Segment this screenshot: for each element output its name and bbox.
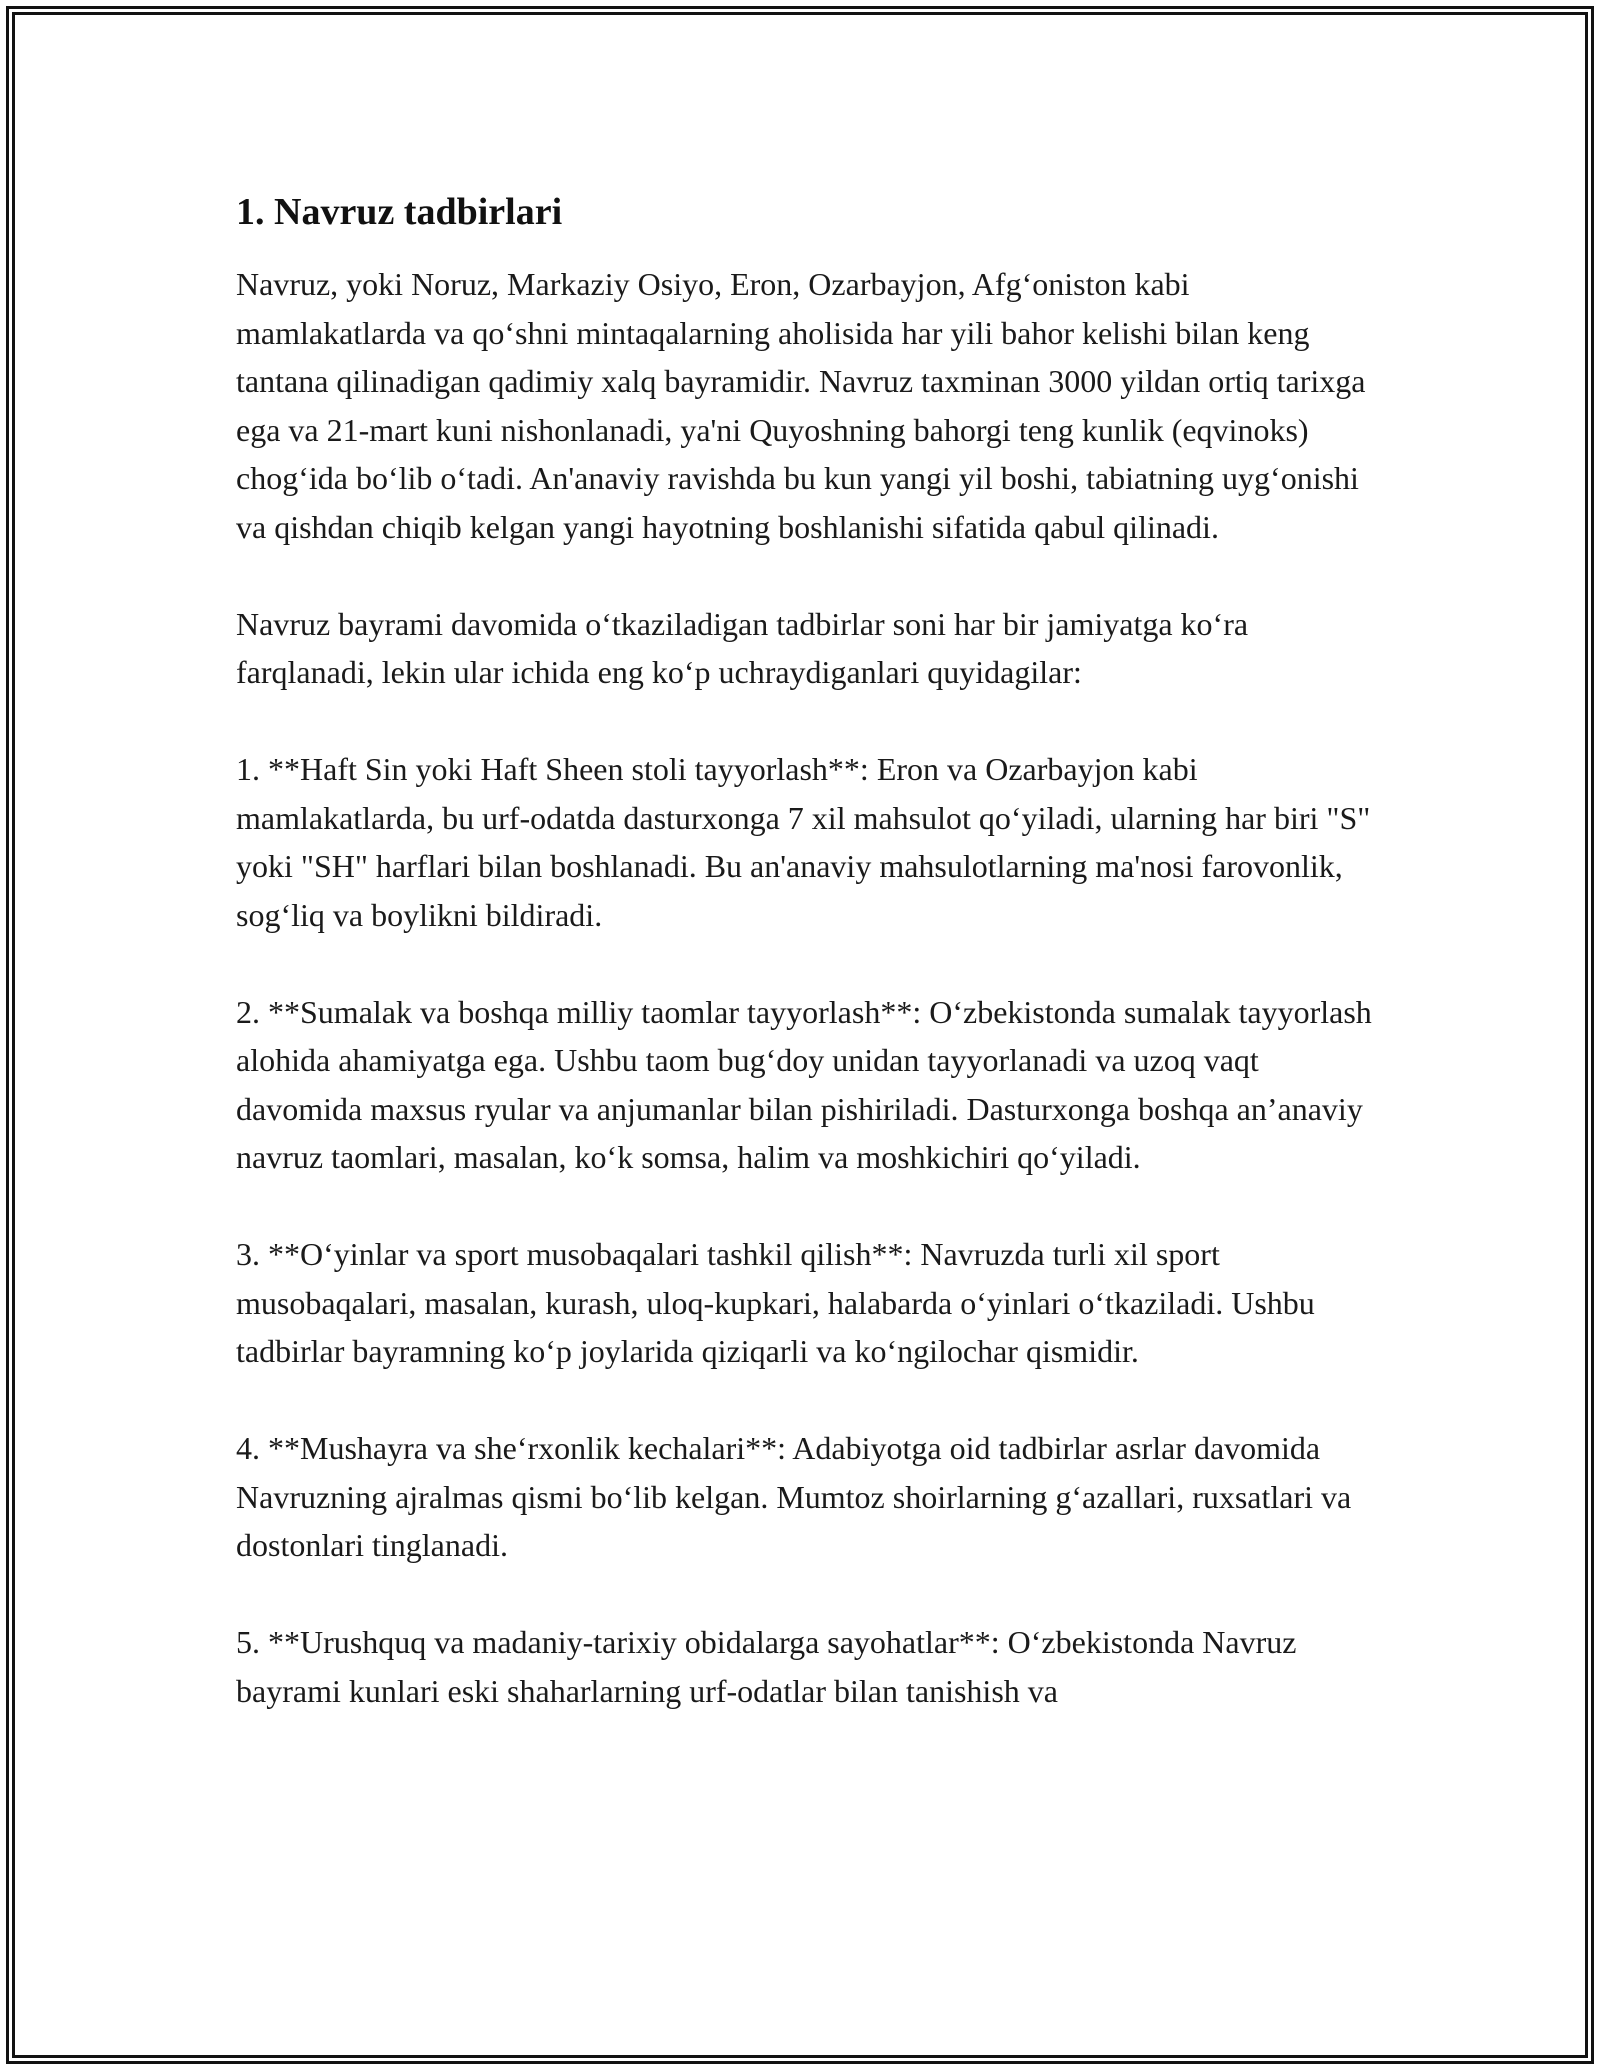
list-item-mushayra: 4. **Mushayra va she‘rxonlik kechalari**: Adabiyotga oid tadbirlar asrlar davomida Navruzning ajralmas qismi bo‘lib kelgan. Mumtoz shoirlarning g‘azallari, ruxsatlari va dostonlari tinglanadi. bbox=[236, 1430, 1352, 1563]
intro-paragraph: Navruz, yoki Noruz, Markaziy Osiyo, Eron, Ozarbayjon, Afg‘oniston kabi mamlakatlarda va qo‘shni mintaqalarning aholisida har yili bahor kelishi bilan keng tantana qilinadigan qadimiy xalq bayramidir. Navruz taxminan 3000 yildan ortiq tarixga ega va 21-mart kuni nishonlanadi, ya'ni Quyoshning bahorgi teng kunlik (eqvinoks) chog‘ida bo‘lib o‘tadi. An'anaviy ravishda bu kun yangi yil boshi, tabiatning uyg‘onishi va qishdan chiqib kelgan yangi hayotning boshlanishi sifatida qabul qilinadi. bbox=[236, 266, 1366, 545]
list-item-haft-sin: 1. **Haft Sin yoki Haft Sheen stoli tayyorlash**: Eron va Ozarbayjon kabi mamlakatlarda, bu urf-odatda dasturxonga 7 xil mahsulot qo‘yiladi, ularning har biri "S" yoki "SH" harflari bilan boshlanadi. Bu an'anaviy mahsulotlarning ma'nosi farovonlik, sog‘liq va boylikni bildiradi. bbox=[236, 751, 1371, 933]
list-item-sport: 3. **O‘yinlar va sport musobaqalari tashkil qilish**: Navruzda turli xil sport musobaqalari, masalan, kurash, uloq-kupkari, halabarda o‘yinlari o‘tkaziladi. Ushbu tadbirlar bayramning ko‘p joylarida qiziqarli va ko‘ngilochar qismidir. bbox=[236, 1236, 1315, 1369]
list-item-sumalak: 2. **Sumalak va boshqa milliy taomlar tayyorlash**: O‘zbekistonda sumalak tayyorlash alohida ahamiyatga ega. Ushbu taom bug‘doy unidan tayyorlanadi va uzoq vaqt davomida maxsus ryular va anjumanlar bilan pishiriladi. Dasturxonga boshqa an’anaviy navruz taomlari, masalan, ko‘k somsa, halim va moshkichiri qo‘yiladi. bbox=[236, 993, 1372, 1175]
list-item-sayohatlar: 5. **Urushquq va madaniy-tarixiy obidalarga sayohatlar**: O‘zbekistonda Navruz bayrami kunlari eski shaharlarning urf-odatlar bilan tanishish va bbox=[236, 1624, 1297, 1709]
events-intro-paragraph: Navruz bayrami davomida o‘tkaziladigan tadbirlar soni har bir jamiyatga ko‘ra farqlanadi, lekin ular ichida eng ko‘p uchraydiganlari quyidagilar: bbox=[236, 605, 1249, 690]
section-heading: 1. Navruz tadbirlari bbox=[236, 191, 563, 233]
document-body bbox=[236, 186, 1386, 1715]
